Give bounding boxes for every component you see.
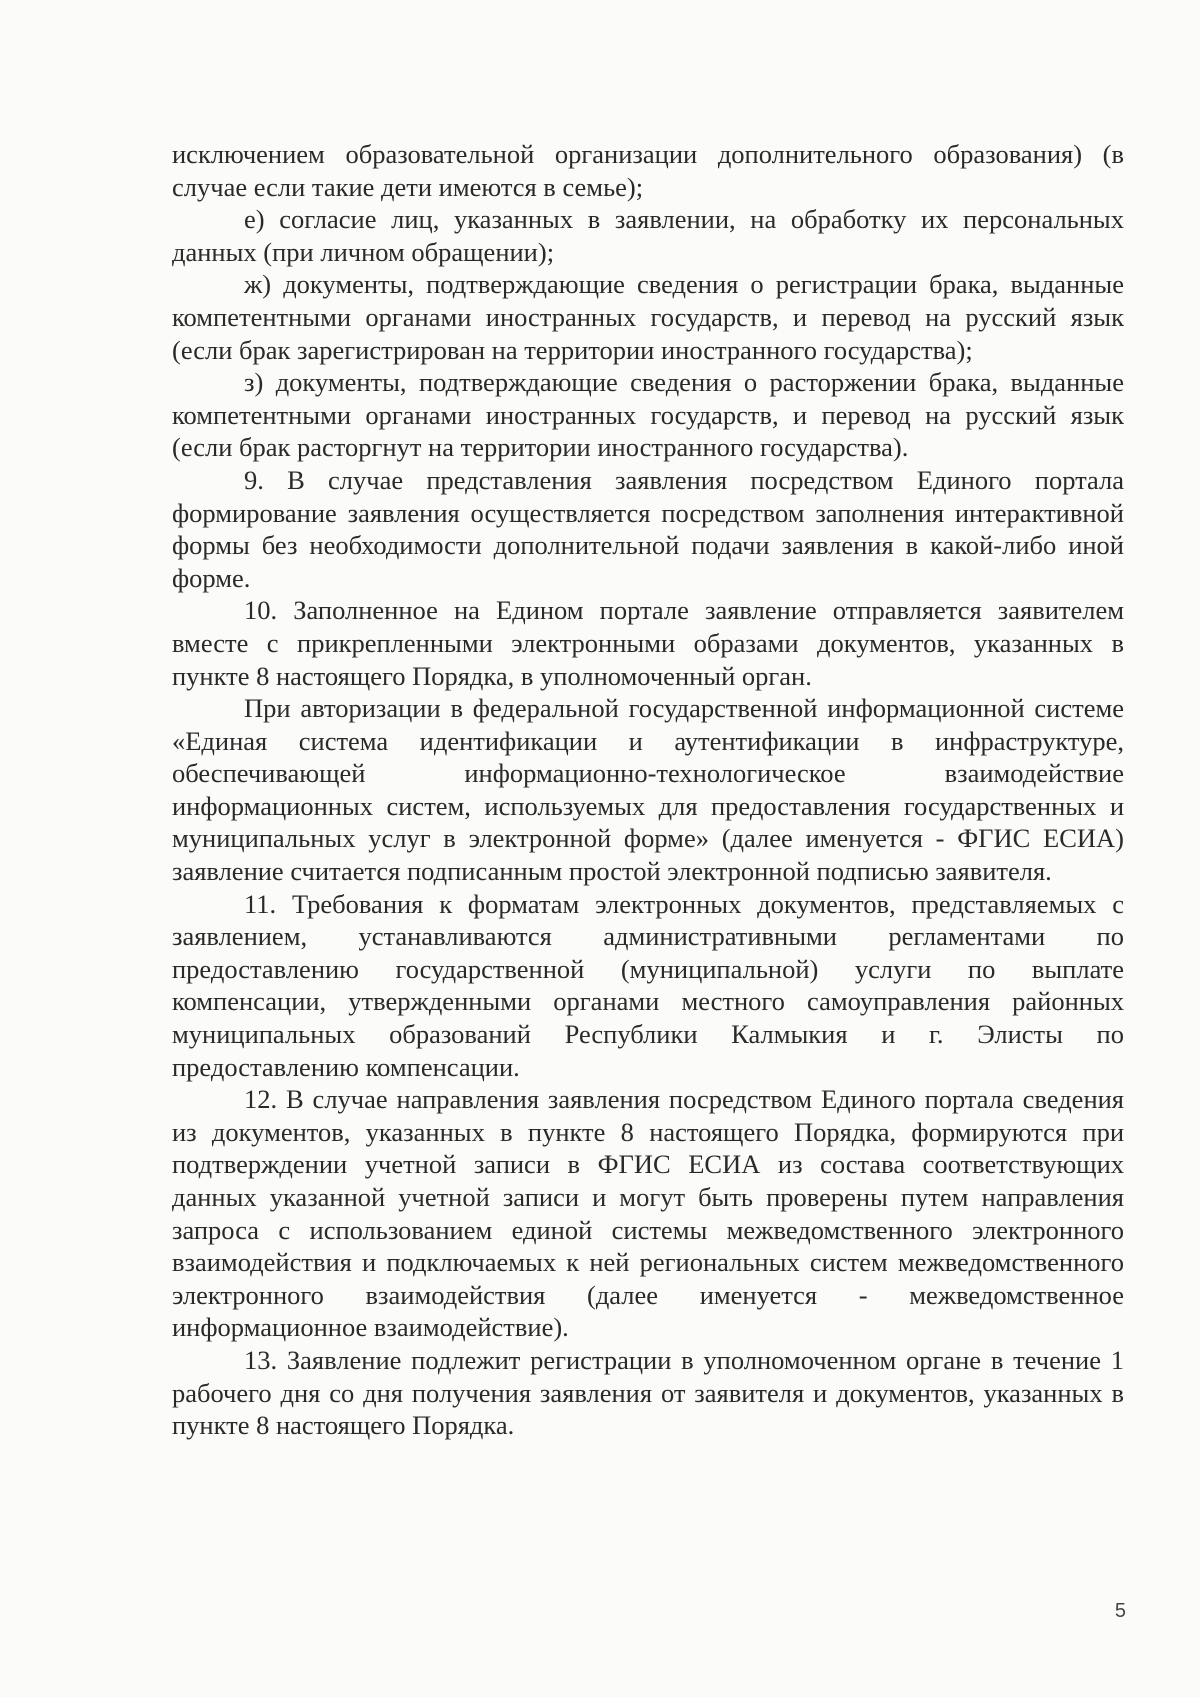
paragraph-item-e: е) согласие лиц, указанных в заявлении, на обработку их персональных данных (при личном обращении); xyxy=(172,204,1124,267)
paragraph-clause-12: 12. В случае направления заявления посредством Единого портала сведения из документов, указанных в пункте 8 настоящего Порядка, формируются при подтверждении учетной записи в ФГИС ЕСИА из состава соответствующих данных указанной учетной записи и могут быть проверены путем направления запроса с использованием единой системы межведомственного электронного взаимодействия и подключаемых к ней региональных систем межведомственного электронного взаимодействия (далее именуется - межведомственное информационное взаимодействие). xyxy=(172,1084,1124,1343)
page-number: 5 xyxy=(1114,1600,1126,1622)
paragraph-authorization: При авторизации в федеральной государственной информационной системе «Единая система идентификации и аутентификации в инфраструктуре, обеспечивающей информационно-технологическое взаимодействие информационных систем, используемых для предоставления государственных и муниципальных услуг в электронной форме» (далее именуется - ФГИС ЕСИА) заявление считается подписанным простой электронной подписью заявителя. xyxy=(172,693,1124,887)
paragraph-item-z: з) документы, подтверждающие сведения о расторжении брака, выданные компетентными органами иностранных государств, и перевод на русский язык (если брак расторгнут на территории иностранного государства). xyxy=(172,367,1124,463)
paragraph-clause-9: 9. В случае представления заявления посредством Единого портала формирование заявления осуществляется посредством заполнения интерактивной формы без необходимости дополнительной подачи заявления в какой-либо иной форме. xyxy=(172,464,1124,593)
paragraph-continuation: исключением образовательной организации дополнительного образования) (в случае если такие дети имеются в семье); xyxy=(172,139,1124,202)
paragraph-clause-11: 11. Требования к форматам электронных документов, представляемых с заявлением, устанавливаются административными регламентами по предоставлению государственной (муниципальной) услуги по выплате компенсации, утвержденными органами местного самоуправления районных муниципальных образований Республики Калмыкия и г. Элисты по предоставлению компенсации. xyxy=(172,888,1124,1082)
document-body xyxy=(172,138,1124,1442)
paragraph-item-zh: ж) документы, подтверждающие сведения о регистрации брака, выданные компетентными органами иностранных государств, и перевод на русский язык (если брак зарегистрирован на территории иностранного государства); xyxy=(172,269,1124,365)
paragraph-clause-10: 10. Заполненное на Едином портале заявление отправляется заявителем вместе с прикрепленными электронными образами документов, указанных в пункте 8 настоящего Порядка, в уполномоченный орган. xyxy=(172,595,1124,691)
paragraph-clause-13: 13. Заявление подлежит регистрации в уполномоченном органе в течение 1 рабочего дня со дня получения заявления от заявителя и документов, указанных в пункте 8 настоящего Порядка. xyxy=(172,1344,1124,1441)
